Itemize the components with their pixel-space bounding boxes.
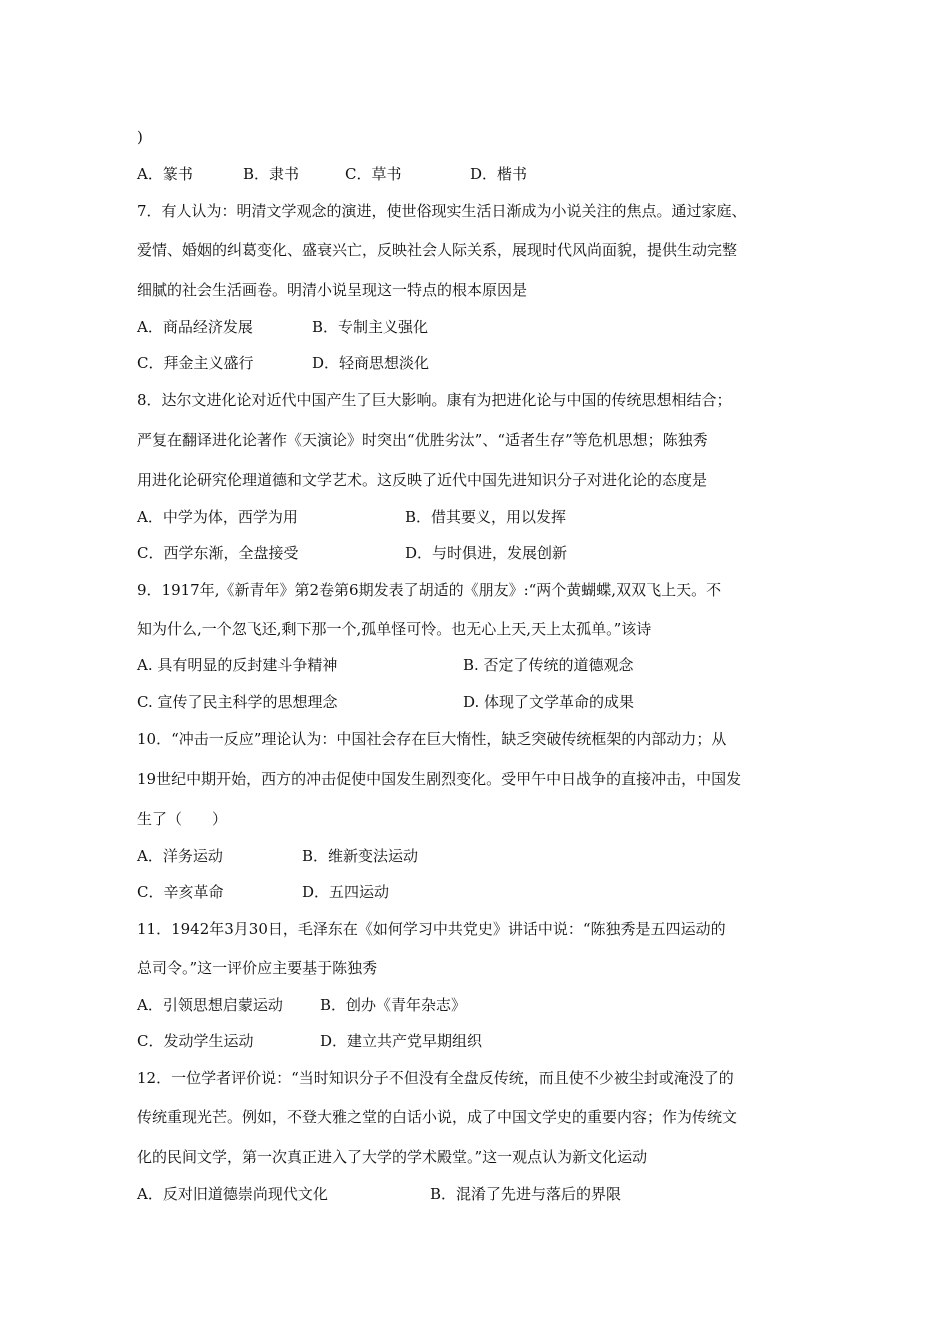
q11-option-c: C．发动学生运动 [137,1032,254,1050]
q7-option-a: A．商品经济发展 [137,318,253,336]
q10-option-d: D．五四运动 [302,883,390,901]
q6-option-b: B．隶书 [243,165,300,183]
q10-option-a: A．洋务运动 [137,847,223,865]
q10-option-b: B．维新变法运动 [302,847,419,865]
q8-option-a: A．中学为体，西学为用 [137,508,298,526]
question-10-line-3: 生了（ ） [137,810,228,828]
question-6-tail: ) [137,128,143,146]
question-11-line-1: 11．1942年3月30日，毛泽东在《如何学习中共党史》讲话中说：“陈独秀是五四运动的 [137,920,726,938]
q12-option-b: B．混淆了先进与落后的界限 [430,1185,622,1203]
q10-option-c: C．辛亥革命 [137,883,224,901]
q8-option-b: B．借其要义，用以发挥 [405,508,567,526]
question-8-line-2: 严复在翻译进化论著作《天演论》时突出“优胜劣汰”、“适者生存”等危机思想；陈独秀 [137,431,708,449]
question-7-line-2: 爱情、婚姻的纠葛变化、盛衰兴亡，反映社会人际关系，展现时代风尚面貌，提供生动完整 [137,241,738,259]
question-8-line-3: 用进化论研究伦理道德和文学艺术。这反映了近代中国先进知识分子对进化论的态度是 [137,471,708,489]
question-12-line-1: 12．一位学者评价说：“当时知识分子不但没有全盘反传统，而且使不少被尘封或淹没了的 [137,1069,734,1087]
q8-option-c: C．西学东渐，全盘接受 [137,544,299,562]
q12-option-a: A．反对旧道德崇尚现代文化 [137,1185,328,1203]
question-8-line-1: 8．达尔文进化论对近代中国产生了巨大影响。康有为把进化论与中国的传统思想相结合； [137,391,732,409]
question-12-line-3: 化的民间文学，第一次真正进入了大学的学术殿堂。”这一观点认为新文化运动 [137,1148,648,1166]
question-10-line-1: 10．“冲击一反应”理论认为：中国社会存在巨大惰性，缺乏突破传统框架的内部动力；从 [137,730,727,748]
question-9-line-2: 知为什么,一个忽飞还,剩下那一个,孤单怪可怜。也无心上天,天上太孤单。”该诗 [137,620,652,638]
q7-option-b: B．专制主义强化 [312,318,429,336]
q11-option-d: D．建立共产党早期组织 [320,1032,483,1050]
q9-option-a: A. 具有明显的反封建斗争精神 [137,656,338,674]
q9-option-b: B. 否定了传统的道德观念 [463,656,634,674]
q6-option-c: C．草书 [345,165,402,183]
question-9-line-1: 9．1917年,《新青年》第2卷第6期发表了胡适的《朋友》:“两个黄蝴蝶,双双飞上天。不 [137,581,722,599]
question-7-line-1: 7．有人认为：明清文学观念的演进，使世俗现实生活日渐成为小说关注的焦点。通过家庭、 [137,202,747,220]
q9-option-c: C. 宣传了民主科学的思想理念 [137,693,338,711]
question-12-line-2: 传统重现光芒。例如，不登大雅之堂的白话小说，成了中国文学史的重要内容；作为传统文 [137,1108,738,1126]
q11-option-a: A．引领思想启蒙运动 [137,996,283,1014]
q11-option-b: B．创办《青年杂志》 [320,996,467,1014]
q9-option-d: D. 体现了文学革命的成果 [463,693,635,711]
q7-option-d: D．轻商思想淡化 [312,354,430,372]
question-11-line-2: 总司令。”这一评价应主要基于陈独秀 [137,959,378,977]
q8-option-d: D．与时俱进，发展创新 [405,544,568,562]
question-7-line-3: 细腻的社会生活画卷。明清小说呈现这一特点的根本原因是 [137,281,528,299]
q6-option-d: D．楷书 [470,165,528,183]
q7-option-c: C．拜金主义盛行 [137,354,254,372]
q6-option-a: A．篆书 [137,165,193,183]
question-10-line-2: 19世纪中期开始，西方的冲击促使中国发生剧烈变化。受甲午中日战争的直接冲击，中国发 [137,770,742,788]
